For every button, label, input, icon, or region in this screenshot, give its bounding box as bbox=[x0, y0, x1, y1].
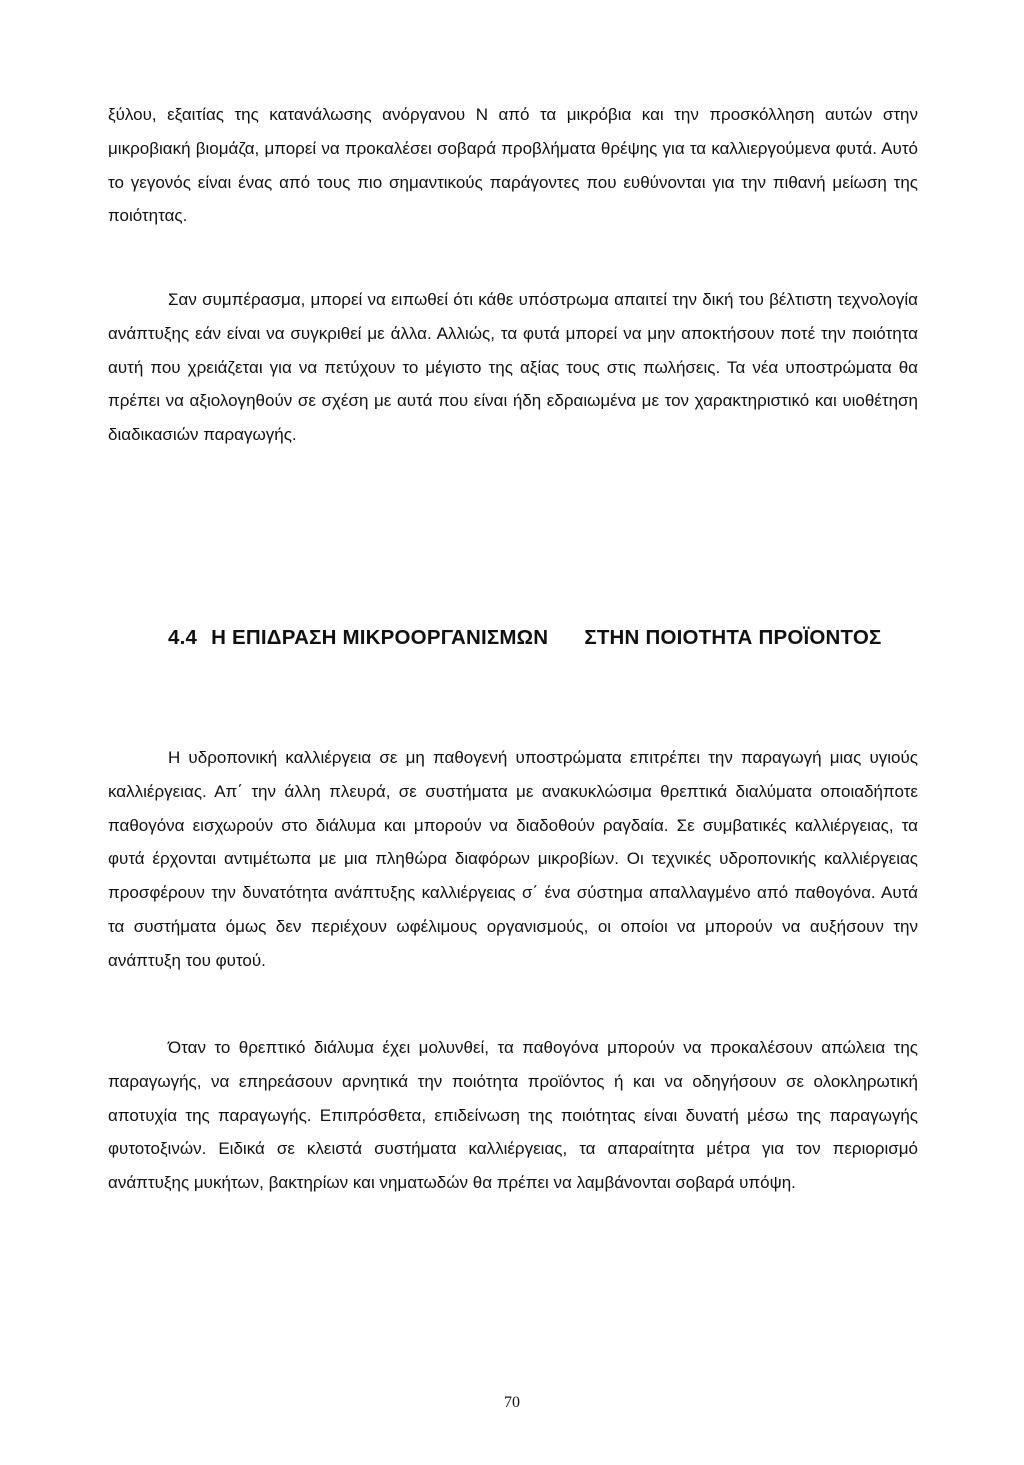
paragraph-continuation: ξύλου, εξαιτίας της κατανάλωσης ανόργανου Ν από τα μικρόβια και την προσκόλληση αυτών στην μικροβιακή βιομάζα, μπορεί να προκαλέσει σοβαρά προβλήματα θρέψης για τα καλλιεργούμενα φυτά. Αυτό το γεγονός είναι ένας από τους πιο σημαντικούς παράγοντες που ευθύνονται για την πιθανή μείωση της ποιότητας. bbox=[108, 105, 918, 226]
section-title-part2: ΣΤΗΝ ΠΟΙΟΤΗΤΑ ΠΡΟΪΟΝΤΟΣ bbox=[584, 626, 882, 649]
page-number: 70 bbox=[504, 1394, 520, 1411]
section-number: 4.4 bbox=[168, 626, 198, 649]
paragraph-conclusion: Σαν συμπέρασμα, μπορεί να ειπωθεί ότι κάθε υπόστρωμα απαιτεί την δική του βέλτιστη τεχνολογία ανάπτυξης εάν είναι να συγκριθεί με άλλα. Αλλιώς, τα φυτά μπορεί να μην αποκτήσουν ποτέ την ποιότητα αυτή που χρειάζεται για να πετύχουν το μέγιστο της αξίας τους στις πωλήσεις. Τα νέα υποστρώματα θα πρέπει να αξιολογηθούν σε σχέση με αυτά που είναι ήδη εδραιωμένα με τον χαρακτηριστικό και υιοθέτηση διαδικασιών παραγωγής. bbox=[108, 290, 918, 445]
paragraph-contamination: Όταν το θρεπτικό διάλυμα έχει μολυνθεί, τα παθογόνα μπορούν να προκαλέσουν απώλεια της παραγωγής, να επηρεάσουν αρνητικά την ποιότητα προϊόντος ή και να οδηγήσουν σε ολοκληρωτική αποτυχία της παραγωγής. Επιπρόσθετα, επιδείνωση της ποιότητας είναι δυνατή μέσω της παραγωγής φυτοτοξινών. Ειδικά σε κλειστά συστήματα καλλιέργειας, τα απαραίτητα μέτρα για τον περιορισμό ανάπτυξης μυκήτων, βακτηρίων και νηματωδών θα πρέπει να λαμβάνονται σοβαρά υπόψη. bbox=[108, 1038, 918, 1193]
section-title-part1: Η ΕΠΙΔΡΑΣΗ ΜΙΚΡΟΟΡΓΑΝΙΣΜΩΝ bbox=[211, 626, 549, 649]
paragraph-hydroponics: Η υδροπονική καλλιέργεια σε μη παθογενή υποστρώματα επιτρέπει την παραγωγή μιας υγιούς καλλιέργειας. Απ΄ την άλλη πλευρά, σε συστήματα με ανακυκλώσιμα θρεπτικά διαλύματα οποιαδήποτε παθογόνα εισχωρούν στο διάλυμα και μπορούν να διαδοθούν ραγδαία. Σε συμβατικές καλλιέργειας, τα φυτά έρχονται αντιμέτωπα με μια πληθώρα διαφόρων μικροβίων. Οι τεχνικές υδροπονικής καλλιέργειας προσφέρουν την δυνατότητα ανάπτυξης καλλιέργειας σ΄ ένα σύστημα απαλλαγμένο από παθογόνα. Αυτά τα συστήματα όμως δεν περιέχουν ωφέλιμους οργανισμούς, οι οποίοι να μπορούν να αυξήσουν την ανάπτυξη του φυτού. bbox=[108, 748, 918, 970]
section-heading bbox=[108, 616, 918, 659]
